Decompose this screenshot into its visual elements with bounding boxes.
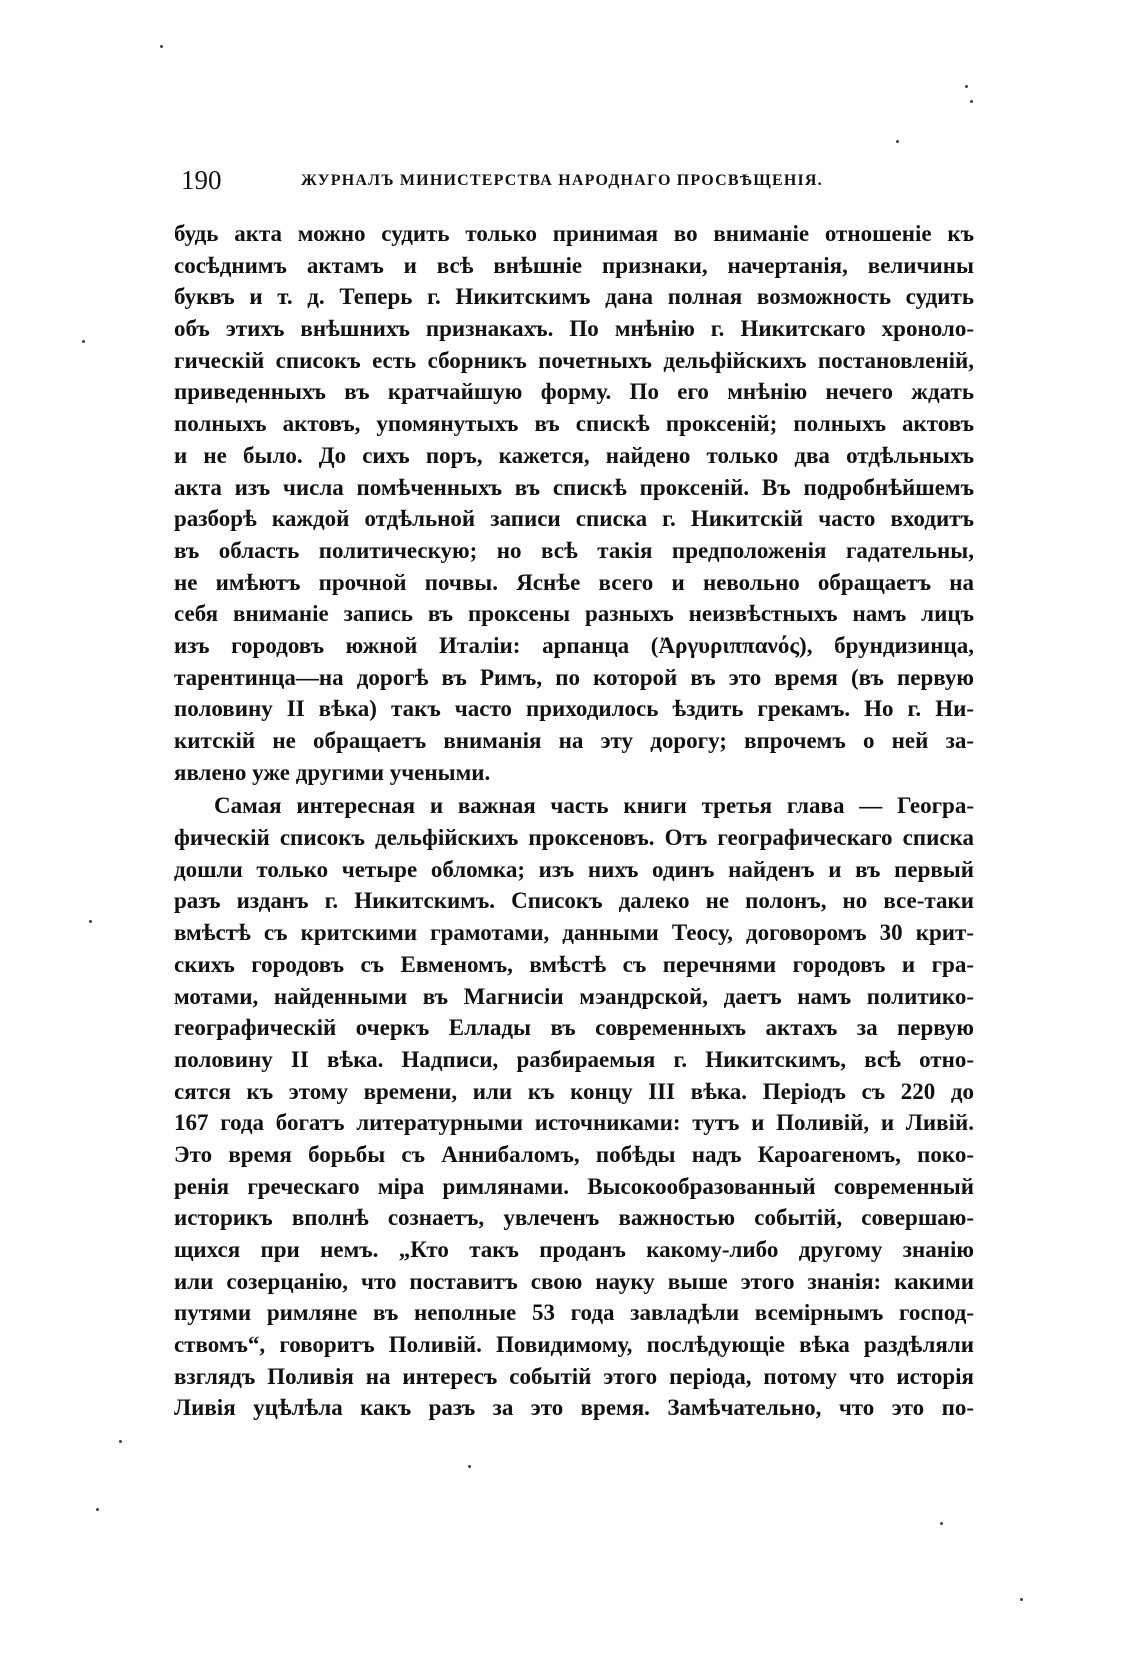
text-line: разъ изданъ г. Никитскимъ. Списокъ далеко не полонъ, но все-таки bbox=[174, 888, 974, 914]
text-line: китскій не обращаетъ вниманія на эту дорогу; впрочемъ о ней за- bbox=[174, 728, 974, 753]
scan-speck bbox=[1020, 1598, 1023, 1601]
scan-speck bbox=[940, 1522, 943, 1525]
page-number: 190 bbox=[181, 165, 222, 195]
text-line: половину II вѣка) такъ часто приходилось ѣздить грекамъ. Но г. Ни- bbox=[174, 696, 974, 722]
text-line: буквъ и т. д. Теперь г. Никитскимъ дана полная возможность судить bbox=[174, 284, 974, 310]
scan-speck bbox=[82, 340, 85, 343]
text-line: путями римляне въ неполные 53 года завладѣли всемірнымъ господ- bbox=[174, 1300, 974, 1326]
text-line: тарентинца—на дорогѣ въ Римъ, по которой въ это время (въ первую bbox=[174, 664, 974, 690]
scan-speck bbox=[896, 140, 899, 143]
text-line: сосѣднимъ актамъ и всѣ внѣшніе признаки, начертанія, величины bbox=[174, 252, 974, 278]
scan-speck bbox=[160, 45, 163, 48]
paragraph-2 bbox=[174, 790, 974, 1424]
text-line: сятся къ этому времени, или къ концу III вѣка. Періодъ съ 220 до bbox=[174, 1078, 974, 1104]
text-line: дошли только четыре обломка; изъ нихъ одинъ найденъ и въ первый bbox=[174, 856, 974, 882]
text-line: Это время борьбы съ Аннибаломъ, побѣды надъ Кароагеномъ, поко- bbox=[174, 1141, 974, 1167]
scan-speck bbox=[89, 920, 92, 923]
text-line: 167 года богатъ литературными источниками: тутъ и Поливій, и Ливій. bbox=[174, 1110, 974, 1136]
text-line: Ливія уцѣлѣла какъ разъ за это время. Замѣчательно, что это по- bbox=[174, 1395, 974, 1421]
text-line: полныхъ актовъ, упомянутыхъ въ спискѣ проксеній; полныхъ актовъ bbox=[174, 411, 974, 437]
text-line: ствомъ“, говоритъ Поливій. Повидимому, послѣдующіе вѣка раздѣляли bbox=[174, 1332, 974, 1358]
scan-speck bbox=[96, 1508, 99, 1511]
text-line: Самая интересная и важная часть книги третья глава — Геогра- bbox=[214, 793, 974, 819]
text-line: взглядъ Поливія на интересъ событій этого періода, потому что исторія bbox=[174, 1363, 974, 1389]
body-text bbox=[174, 218, 974, 1424]
text-line: или созерцанію, что поставитъ свою науку выше этого знанія: какими bbox=[174, 1268, 974, 1294]
text-line: фическій списокъ дельфійскихъ проксеновъ. Отъ географическаго списка bbox=[174, 825, 974, 851]
text-line: не имѣютъ прочной почвы. Яснѣе всего и невольно обращаетъ на bbox=[174, 569, 974, 595]
text-line: мотами, найденными въ Магнисіи мэандрской, даетъ намъ политико- bbox=[174, 983, 974, 1009]
running-title: ЖУРНАЛЪ МИНИСТЕРСТВА НАРОДНАГО ПРОСВѢЩЕНІЯ. bbox=[301, 172, 823, 189]
paragraph-1 bbox=[174, 218, 974, 788]
text-line: скихъ городовъ съ Евменомъ, вмѣстѣ съ перечнями городовъ и гра- bbox=[174, 951, 974, 977]
text-line: и не было. До сихъ поръ, кажется, найдено только два отдѣльныхъ bbox=[174, 442, 974, 468]
text-line: разборѣ каждой отдѣльной записи списка г. Никитскій часто входитъ bbox=[174, 506, 974, 532]
text-line: половину II вѣка. Надписи, разбираемыя г. Никитскимъ, всѣ отно- bbox=[174, 1046, 974, 1072]
text-line: акта изъ числа помѣченныхъ въ спискѣ проксеній. Въ подробнѣйшемъ bbox=[174, 474, 974, 500]
text-line: ренія греческаго міра римлянами. Высокообразованный современный bbox=[174, 1173, 974, 1199]
text-line: явлено уже другими учеными. bbox=[174, 759, 491, 785]
text-line: себя вниманіе запись въ проксены разныхъ неизвѣстныхъ намъ лицъ bbox=[174, 601, 974, 627]
text-line: географическій очеркъ Еллады въ современныхъ актахъ за первую bbox=[174, 1015, 974, 1041]
scan-speck bbox=[970, 100, 973, 103]
text-line: вмѣстѣ съ критскими грамотами, данными Теосу, договоромъ 30 крит- bbox=[174, 920, 974, 946]
page-header bbox=[181, 165, 971, 201]
text-line: приведенныхъ въ кратчайшую форму. По его мнѣнію нечего ждать bbox=[174, 379, 974, 405]
text-line: изъ городовъ южной Италіи: арпанца (Ἀργυριππανός), брундизинца, bbox=[174, 632, 974, 658]
text-line: щихся при немъ. „Кто такъ проданъ какому-либо другому знанію bbox=[174, 1237, 974, 1262]
text-line: историкъ вполнѣ сознаетъ, увлеченъ важностью событій, совершаю- bbox=[174, 1205, 974, 1231]
scan-speck bbox=[119, 1440, 122, 1443]
text-line: гическій списокъ есть сборникъ почетныхъ дельфійскихъ постановленій, bbox=[174, 347, 974, 373]
scan-speck bbox=[468, 1465, 471, 1468]
scan-speck bbox=[965, 85, 968, 88]
text-line: въ область политическую; но всѣ такія предположенія гадательны, bbox=[174, 537, 974, 563]
text-line: будь акта можно судить только принимая во вниманіе отношеніе къ bbox=[174, 221, 974, 246]
text-line: объ этихъ внѣшнихъ признакахъ. По мнѣнію г. Никитскаго хроноло- bbox=[174, 316, 974, 342]
